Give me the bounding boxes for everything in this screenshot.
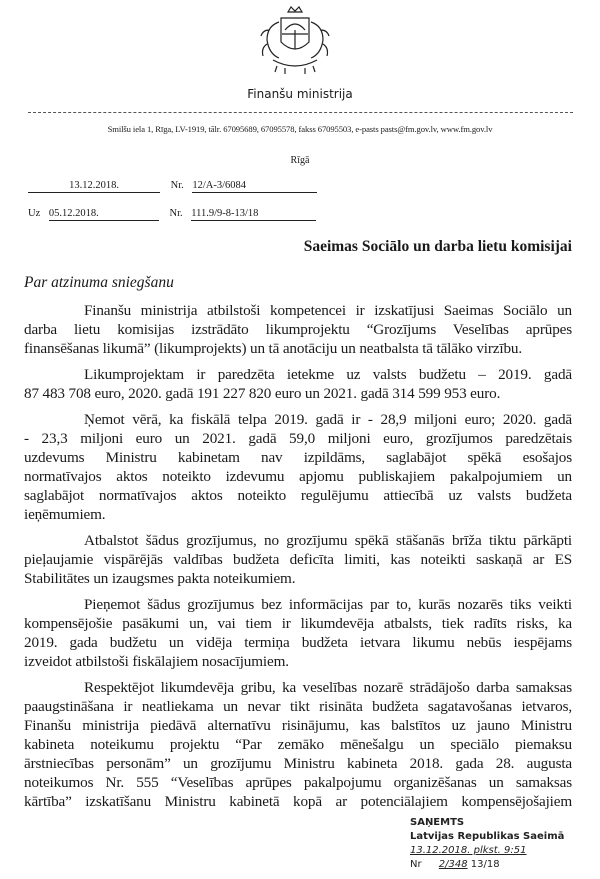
paragraph-line: Pieņemot šādus grozījumus bez informācijas par to, kurās nozarēs tiks veikti [84, 596, 572, 613]
paragraph [24, 531, 572, 588]
letter-number: 12/A-3/6084 [192, 180, 317, 193]
paragraph-line: izveidot atbilstoši fiskālajiem nosacījumiem. [24, 653, 289, 670]
paragraph-line: kārtība” izskatīšanu Ministru kabinetā kopā ar potenciālajiem kompensējošajiem [24, 793, 572, 810]
paragraph-line: darba lietu komisijas izstrādāto likumprojektu “Grozījums Veselības aprūpes [24, 321, 572, 338]
paragraph-line: pieļaujamie vispārējās valdības budžeta deficīta limiti, kas noteikti saskaņā ar ES [24, 551, 572, 568]
paragraph-line: Finanšu ministrija piedāvā alternatīvu risinājumu, kas balstītos uz jauno Ministru [24, 717, 572, 734]
subject: Par atzinuma sniegšanu [24, 274, 174, 291]
paragraph-line: Ņemot vērā, ka fiskālā telpa 2019. gadā ir - 28,9 miljoni euro; 2020. gadā [84, 411, 572, 428]
paragraph-line: ārstniecības personām” un grozījumu Ministru kabineta 2018. gada 28. augusta [24, 755, 572, 772]
paragraph-line: finansēšanas likumā” (likumprojekts) un tā anotāciju un neatbalsta tā tālāko virzību. [24, 340, 522, 357]
stamp-org: Latvijas Republikas Saeimā [410, 831, 565, 842]
letter-date: 13.12.2018. [28, 180, 160, 193]
paragraph-line: Finanšu ministrija atbilstoši kompetencei ir izskatījusi Saeimas Sociālo un [84, 302, 572, 319]
paragraph-line: Respektējot likumdevēja gribu, ka veselības nozarē strādājošo darba samaksas [84, 679, 572, 696]
nr-label: Nr. [170, 180, 184, 191]
ministry-address: Smilšu iela 1, Rīga, LV-1919, tālr. 67095689, 67095578, fakss 67095503, e-pasts pasts@fm.gov.lv, www.fm.gov.lv [107, 124, 493, 134]
paragraph-line: uzdevums Ministru kabinetam nav izpildāms, saglabājot spēkā esošajos [24, 449, 572, 466]
paragraph-line: Likumprojektam ir paredzēta ietekme uz valsts budžetu – 2019. gadā [84, 366, 572, 383]
incoming-reference [28, 208, 316, 221]
uz-label: Uz [28, 208, 41, 219]
paragraph-line: kompensējošie pasākumi un, vai tiem ir likumdevēja atbalsts, tiek radīts risks, ka [24, 615, 572, 632]
outgoing-reference [28, 180, 317, 193]
city: Rīgā [290, 155, 310, 166]
paragraph-line: normatīvajos aktos noteikto izdevumu apjomu publiskajiem pakalpojumiem un [24, 468, 572, 485]
addressee: Saeimas Sociālo un darba lietu komisijai [303, 238, 572, 255]
stamp-nr-label: Nr [410, 859, 422, 870]
paragraph-line: saglabājot normatīvajos aktos noteikto regulējumu attiecībā uz valsts budžeta [24, 487, 572, 504]
stamp-nr: 2/348 [438, 859, 468, 870]
nr-label: Nr. [169, 208, 183, 219]
stamp-title: SAŅEMTS [410, 817, 465, 828]
paragraph-line: noteikumos Nr. 555 “Veselības aprūpes pakalpojumu organizēšanas un samaksas [24, 774, 572, 791]
paragraph-line: 2019. gada budžetu un vidēja termiņa budžeta ietvara likumu nebūs iespējams [24, 634, 572, 651]
incoming-date: 05.12.2018. [49, 208, 159, 221]
paragraph-line: 87 483 708 euro, 2020. gadā 191 227 820 euro un 2021. gadā 314 599 953 euro. [24, 385, 501, 402]
letter-body [24, 301, 572, 811]
stamp-received-time: 13.12.2018. plkst. 9:51 [410, 845, 527, 856]
paragraph [24, 678, 572, 811]
paragraph [24, 595, 572, 671]
paragraph-line: paaugstināšana ir neatliekama un nevar tikt risināta budžeta sagatavošanas ietvaros, [24, 698, 572, 715]
paragraph [24, 410, 572, 524]
paragraph [24, 365, 572, 403]
paragraph-line: Atbalstot šādus grozījumus, no grozījumu spēkā stāšanās brīža tiktu pārkāpti [84, 532, 572, 549]
paragraph [24, 301, 572, 358]
paragraph-line: ieņēmumiem. [24, 506, 106, 523]
received-stamp [410, 816, 564, 872]
paragraph-line: kabineta noteikumu projektu “Par zemāko mēnešalgu un speciālo piemaksu [24, 736, 572, 753]
ministry-name: Finanšu ministrija [247, 87, 353, 101]
stamp-nr-suffix: 13/18 [470, 859, 500, 870]
coat-of-arms-icon [255, 4, 335, 76]
incoming-number: 111.9/9-8-13/18 [191, 208, 316, 221]
paragraph-line: - 23,3 miljoni euro un 2021. gadā 59,0 miljoni euro, grozījumos paredzētais [24, 430, 572, 447]
paragraph-line: Stabilitātes un izaugsmes pakta noteikumiem. [24, 570, 296, 587]
header-divider [28, 112, 573, 113]
